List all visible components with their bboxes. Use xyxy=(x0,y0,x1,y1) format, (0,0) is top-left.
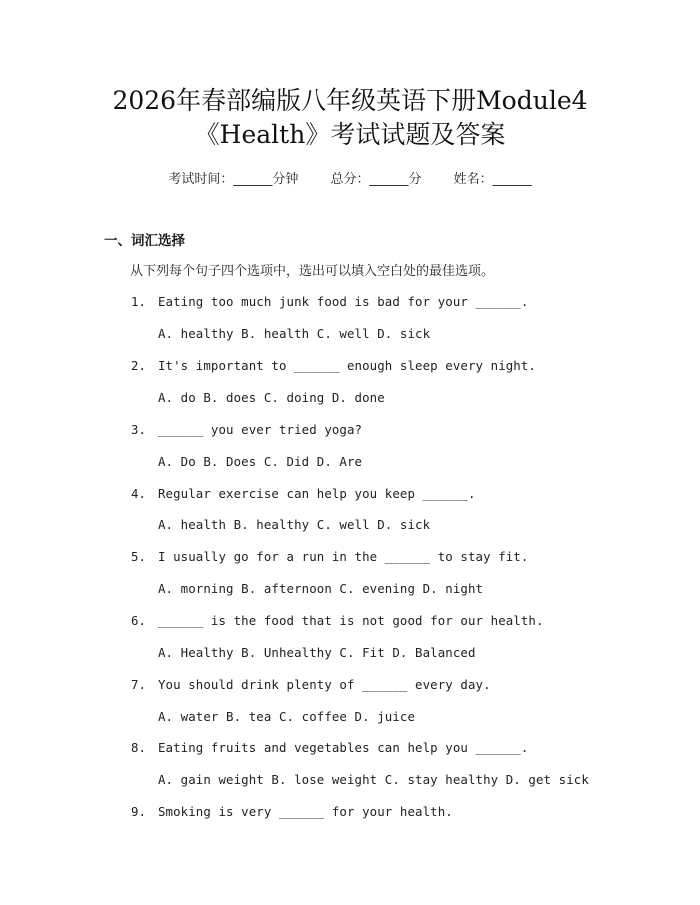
question-item xyxy=(131,422,591,440)
question-options: A. health B. healthy C. well D. sick xyxy=(158,517,431,532)
question-text: I usually go for a run in the ______ to stay fit. xyxy=(158,549,529,564)
total-score-field: 总分：______分 xyxy=(330,172,422,187)
question-options: A. morning B. afternoon C. evening D. night xyxy=(158,581,484,596)
question-item xyxy=(131,549,591,567)
question-item xyxy=(131,613,591,631)
page-title-line1: 2026年春部编版八年级英语下册Module4 xyxy=(112,86,588,115)
question-text: Regular exercise can help you keep ______. xyxy=(158,486,476,501)
section-heading: 一、词汇选择 xyxy=(104,233,185,249)
question-item xyxy=(131,740,591,758)
question-number: 6. xyxy=(131,613,147,628)
question-options: A. healthy B. health C. well D. sick xyxy=(158,326,431,341)
question-text: Eating too much junk food is bad for your ______. xyxy=(158,294,529,309)
question-number: 9. xyxy=(131,804,147,819)
question-number: 1. xyxy=(131,294,147,309)
page-title-line2: 《Health》考试试题及答案 xyxy=(194,120,506,149)
question-number: 3. xyxy=(131,422,147,437)
question-number: 4. xyxy=(131,486,147,501)
question-text: It's important to ______ enough sleep every night. xyxy=(158,358,536,373)
question-item xyxy=(131,677,591,695)
question-number: 8. xyxy=(131,740,147,755)
exam-meta xyxy=(0,168,700,187)
question-options: A. Healthy B. Unhealthy C. Fit D. Balanced xyxy=(158,645,476,660)
question-options: A. gain weight B. lose weight C. stay healthy D. get sick xyxy=(158,772,589,787)
question-text: ______ you ever tried yoga? xyxy=(158,422,363,437)
question-text: ______ is the food that is not good for our health. xyxy=(158,613,544,628)
question-text: Eating fruits and vegetables can help you ______. xyxy=(158,740,529,755)
exam-time-field: 考试时间：______分钟 xyxy=(168,172,299,187)
question-options: A. water B. tea C. coffee D. juice xyxy=(158,709,416,724)
question-text: Smoking is very ______ for your health. xyxy=(158,804,453,819)
question-number: 5. xyxy=(131,549,147,564)
student-name-field: 姓名：______ xyxy=(453,172,532,187)
question-number: 7. xyxy=(131,677,147,692)
question-item xyxy=(131,486,591,504)
question-options: A. Do B. Does C. Did D. Are xyxy=(158,454,363,469)
question-options: A. do B. does C. doing D. done xyxy=(158,390,385,405)
question-item xyxy=(131,358,591,376)
question-item xyxy=(131,294,591,312)
question-number: 2. xyxy=(131,358,147,373)
question-text: You should drink plenty of ______ every day. xyxy=(158,677,491,692)
section-instructions: 从下列每个句子四个选项中，选出可以填入空白处的最佳选项。 xyxy=(130,264,495,279)
question-item xyxy=(131,804,591,822)
